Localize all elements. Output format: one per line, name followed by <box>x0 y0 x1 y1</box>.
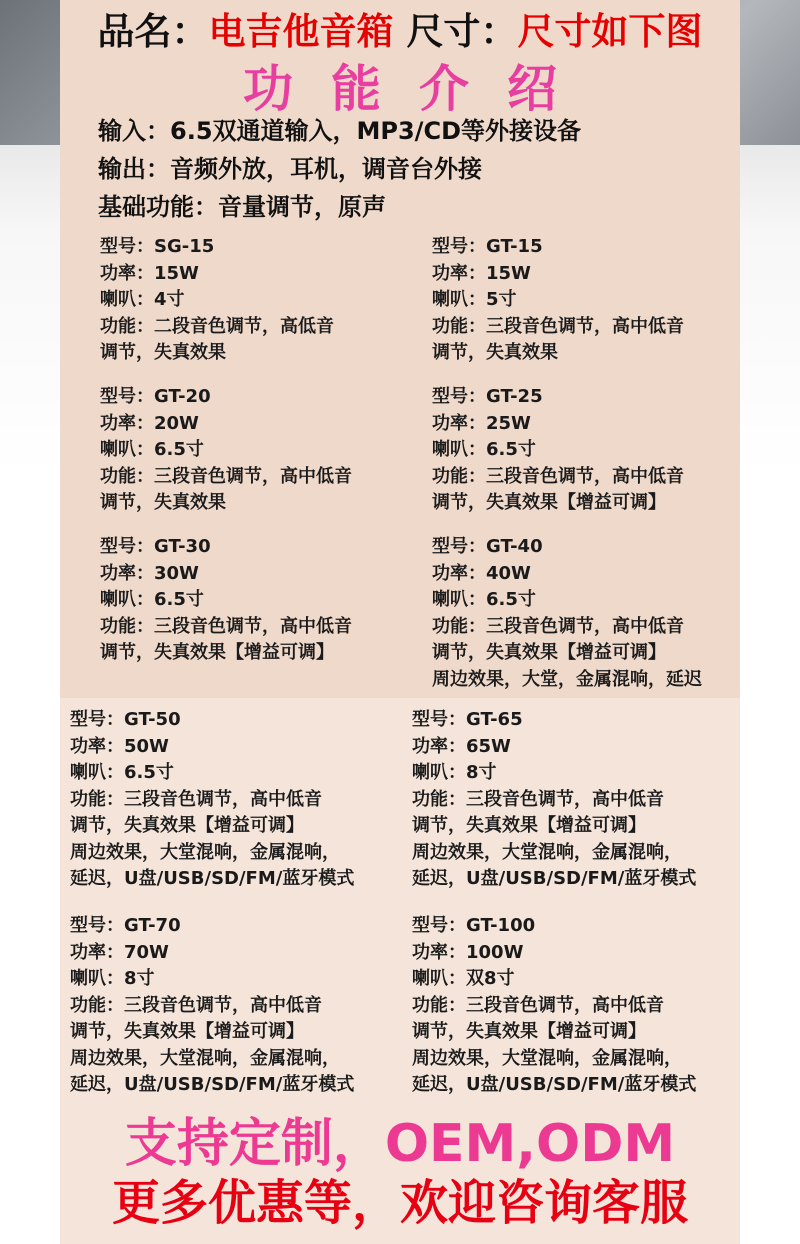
spec-card-sg15 <box>100 234 334 367</box>
spec-card-gt70 <box>70 913 354 1099</box>
intro-input: 输入：6.5双通道输入，MP3/CD等外接设备 <box>98 117 581 145</box>
spec-power: 功率：15W <box>432 262 531 284</box>
spec-power: 功率：100W <box>412 941 524 963</box>
spec-power: 功率：70W <box>70 941 169 963</box>
spec-power: 功率：20W <box>100 412 199 434</box>
spec-card-gt30 <box>100 534 352 667</box>
spec-speaker: 喇叭：双8寸 <box>412 968 515 989</box>
spec-model: 型号：GT-30 <box>100 536 211 557</box>
spec-speaker: 喇叭：6.5寸 <box>100 439 204 460</box>
spec-function: 功能：三段音色调节，高中低音 <box>412 994 664 1016</box>
spec-function: 功能：三段音色调节，高中低音 <box>70 788 322 810</box>
intro-basic: 基础功能：音量调节，原声 <box>98 193 386 221</box>
spec-model: 型号：GT-50 <box>70 709 181 730</box>
spec-speaker: 喇叭：6.5寸 <box>100 589 204 610</box>
spec-function-cont: 延迟，U盘/USB/SD/FM/蓝牙模式 <box>70 1074 355 1095</box>
spec-function: 功能：三段音色调节，高中低音 <box>432 615 684 637</box>
spec-function-cont: 周边效果，大堂混响，金属混响， <box>412 1047 682 1069</box>
spec-function-cont: 调节，失真效果【增益可调】 <box>412 815 646 836</box>
spec-function: 功能：三段音色调节，高中低音 <box>100 465 352 487</box>
size-value: 尺寸如下图 <box>517 10 703 53</box>
spec-function-cont: 调节，失真效果【增益可调】 <box>70 815 304 836</box>
spec-power: 功率：40W <box>432 562 531 584</box>
spec-function-cont: 延迟，U盘/USB/SD/FM/蓝牙模式 <box>412 868 697 889</box>
spec-card-gt25 <box>432 384 684 517</box>
spec-card-gt15 <box>432 234 684 367</box>
spec-model: 型号：GT-20 <box>100 386 211 407</box>
spec-function-cont: 周边效果，大堂混响，金属混响， <box>412 841 682 863</box>
spec-function-cont: 周边效果，大堂，金属混响，延迟 <box>432 668 702 690</box>
spec-function-cont: 延迟，U盘/USB/SD/FM/蓝牙模式 <box>412 1074 697 1095</box>
spec-card-gt20 <box>100 384 352 517</box>
spec-model: 型号：GT-40 <box>432 536 543 557</box>
spec-function: 功能：三段音色调节，高中低音 <box>412 788 664 810</box>
spec-function-cont: 调节，失真效果【增益可调】 <box>412 1021 646 1042</box>
spec-model: 型号：GT-25 <box>432 386 543 407</box>
spec-function: 功能：三段音色调节，高中低音 <box>432 465 684 487</box>
spec-model: 型号：GT-100 <box>412 915 536 936</box>
intro-output: 输出：音频外放，耳机，调音台外接 <box>98 155 482 183</box>
section-title: 功能介绍 <box>243 60 595 118</box>
spec-speaker: 喇叭：8寸 <box>412 762 497 783</box>
spec-function-cont: 周边效果，大堂混响，金属混响， <box>70 841 340 863</box>
spec-function: 功能：三段音色调节，高中低音 <box>100 615 352 637</box>
spec-function-cont: 调节，失真效果 <box>100 342 226 363</box>
spec-speaker: 喇叭：6.5寸 <box>70 762 174 783</box>
spec-card-gt100 <box>412 913 696 1099</box>
spec-function-cont: 调节，失真效果【增益可调】 <box>70 1021 304 1042</box>
spec-card-gt50 <box>70 707 354 893</box>
spec-function-cont: 调节，失真效果【增益可调】 <box>432 642 666 663</box>
spec-speaker: 喇叭：4寸 <box>100 289 185 310</box>
spec-speaker: 喇叭：5寸 <box>432 289 517 310</box>
spec-function-cont: 调节，失真效果 <box>432 342 558 363</box>
spec-function-cont: 延迟，U盘/USB/SD/FM/蓝牙模式 <box>70 868 355 889</box>
spec-model: 型号：GT-70 <box>70 915 181 936</box>
spec-model: 型号：GT-65 <box>412 709 523 730</box>
spec-function: 功能：三段音色调节，高中低音 <box>70 994 322 1016</box>
spec-power: 功率：65W <box>412 735 511 757</box>
spec-function: 功能：三段音色调节，高中低音 <box>432 315 684 337</box>
spec-power: 功率：30W <box>100 562 199 584</box>
product-header <box>0 8 800 56</box>
spec-speaker: 喇叭：6.5寸 <box>432 439 536 460</box>
spec-card-gt65 <box>412 707 696 893</box>
spec-function: 功能：二段音色调节，高低音 <box>100 315 334 337</box>
spec-power: 功率：25W <box>432 412 531 434</box>
spec-power: 功率：15W <box>100 262 199 284</box>
spec-model: 型号：SG-15 <box>100 236 215 257</box>
size-label: 尺寸： <box>406 10 518 53</box>
customization-banner: 支持定制，OEM,ODM <box>124 1114 676 1174</box>
spec-function-cont: 调节，失真效果【增益可调】 <box>432 492 666 513</box>
name-label: 品名： <box>97 10 209 53</box>
contact-banner: 更多优惠等，欢迎咨询客服 <box>111 1175 688 1231</box>
name-value: 电吉他音箱 <box>208 10 394 53</box>
spec-function-cont: 周边效果，大堂混响，金属混响， <box>70 1047 340 1069</box>
spec-function-cont: 调节，失真效果【增益可调】 <box>100 642 334 663</box>
spec-function-cont: 调节，失真效果 <box>100 492 226 513</box>
spec-speaker: 喇叭：8寸 <box>70 968 155 989</box>
spec-speaker: 喇叭：6.5寸 <box>432 589 536 610</box>
spec-card-gt40 <box>432 534 702 693</box>
spec-model: 型号：GT-15 <box>432 236 543 257</box>
spec-power: 功率：50W <box>70 735 169 757</box>
